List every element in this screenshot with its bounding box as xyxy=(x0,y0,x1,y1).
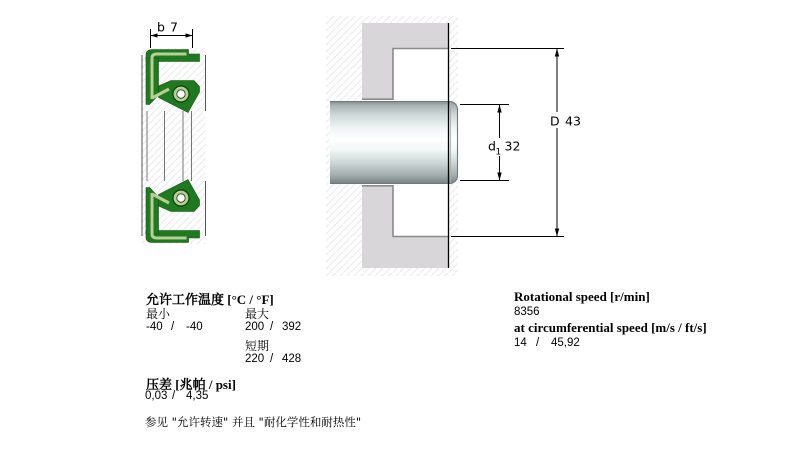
temperature-max-f: 392 xyxy=(282,321,302,333)
dim-b-value: 7 xyxy=(170,19,178,35)
pressure-psi: 4,35 xyxy=(186,390,209,402)
shaft xyxy=(330,102,458,184)
dim-D-name: D xyxy=(550,113,560,129)
separator: / xyxy=(536,337,540,349)
pressure-title: 压差 [兆帕 / psi] xyxy=(146,377,236,392)
rotational-speed-value: 8356 xyxy=(514,306,540,318)
temperature-max-label: 最大 xyxy=(245,307,270,321)
circumferential-speed-fts: 45,92 xyxy=(551,337,580,349)
dimension-d1 xyxy=(460,105,520,181)
circumferential-speed-ms: 14 xyxy=(514,337,527,349)
temperature-short-term-label: 短期 xyxy=(245,339,270,353)
mounting-dimension-drawing xyxy=(322,14,608,282)
separator: / xyxy=(172,390,176,402)
seal-cross-section-drawing xyxy=(128,14,220,258)
see-also-note: 参见 "允许转速" 并且 "耐化学性和耐热性" xyxy=(145,415,362,429)
temperature-short-term-c: 220 xyxy=(245,353,265,365)
dim-D-value: 43 xyxy=(565,113,581,129)
temperature-min-c: -40 xyxy=(146,321,163,333)
temperature-title: 允许工作温度 [°C / °F] xyxy=(146,292,274,307)
separator: / xyxy=(270,321,274,333)
separator: / xyxy=(270,353,274,365)
separator: / xyxy=(171,321,175,333)
dim-b-name: b xyxy=(157,19,165,35)
pressure-mpa: 0,03 xyxy=(145,390,168,402)
dimension-b xyxy=(151,20,193,49)
dim-d1-name: d xyxy=(488,138,496,154)
temperature-min-f: -40 xyxy=(186,321,203,333)
temperature-short-term-f: 428 xyxy=(282,353,302,365)
circumferential-speed-title: at circumferential speed [m/s / ft/s] xyxy=(514,320,707,335)
dim-d1-value: 32 xyxy=(504,138,521,154)
rotational-speed-title: Rotational speed [r/min] xyxy=(514,289,650,304)
dim-d1-subscript: 1 xyxy=(495,147,502,158)
temperature-min-label: 最小 xyxy=(146,307,171,321)
temperature-max-c: 200 xyxy=(245,321,265,333)
